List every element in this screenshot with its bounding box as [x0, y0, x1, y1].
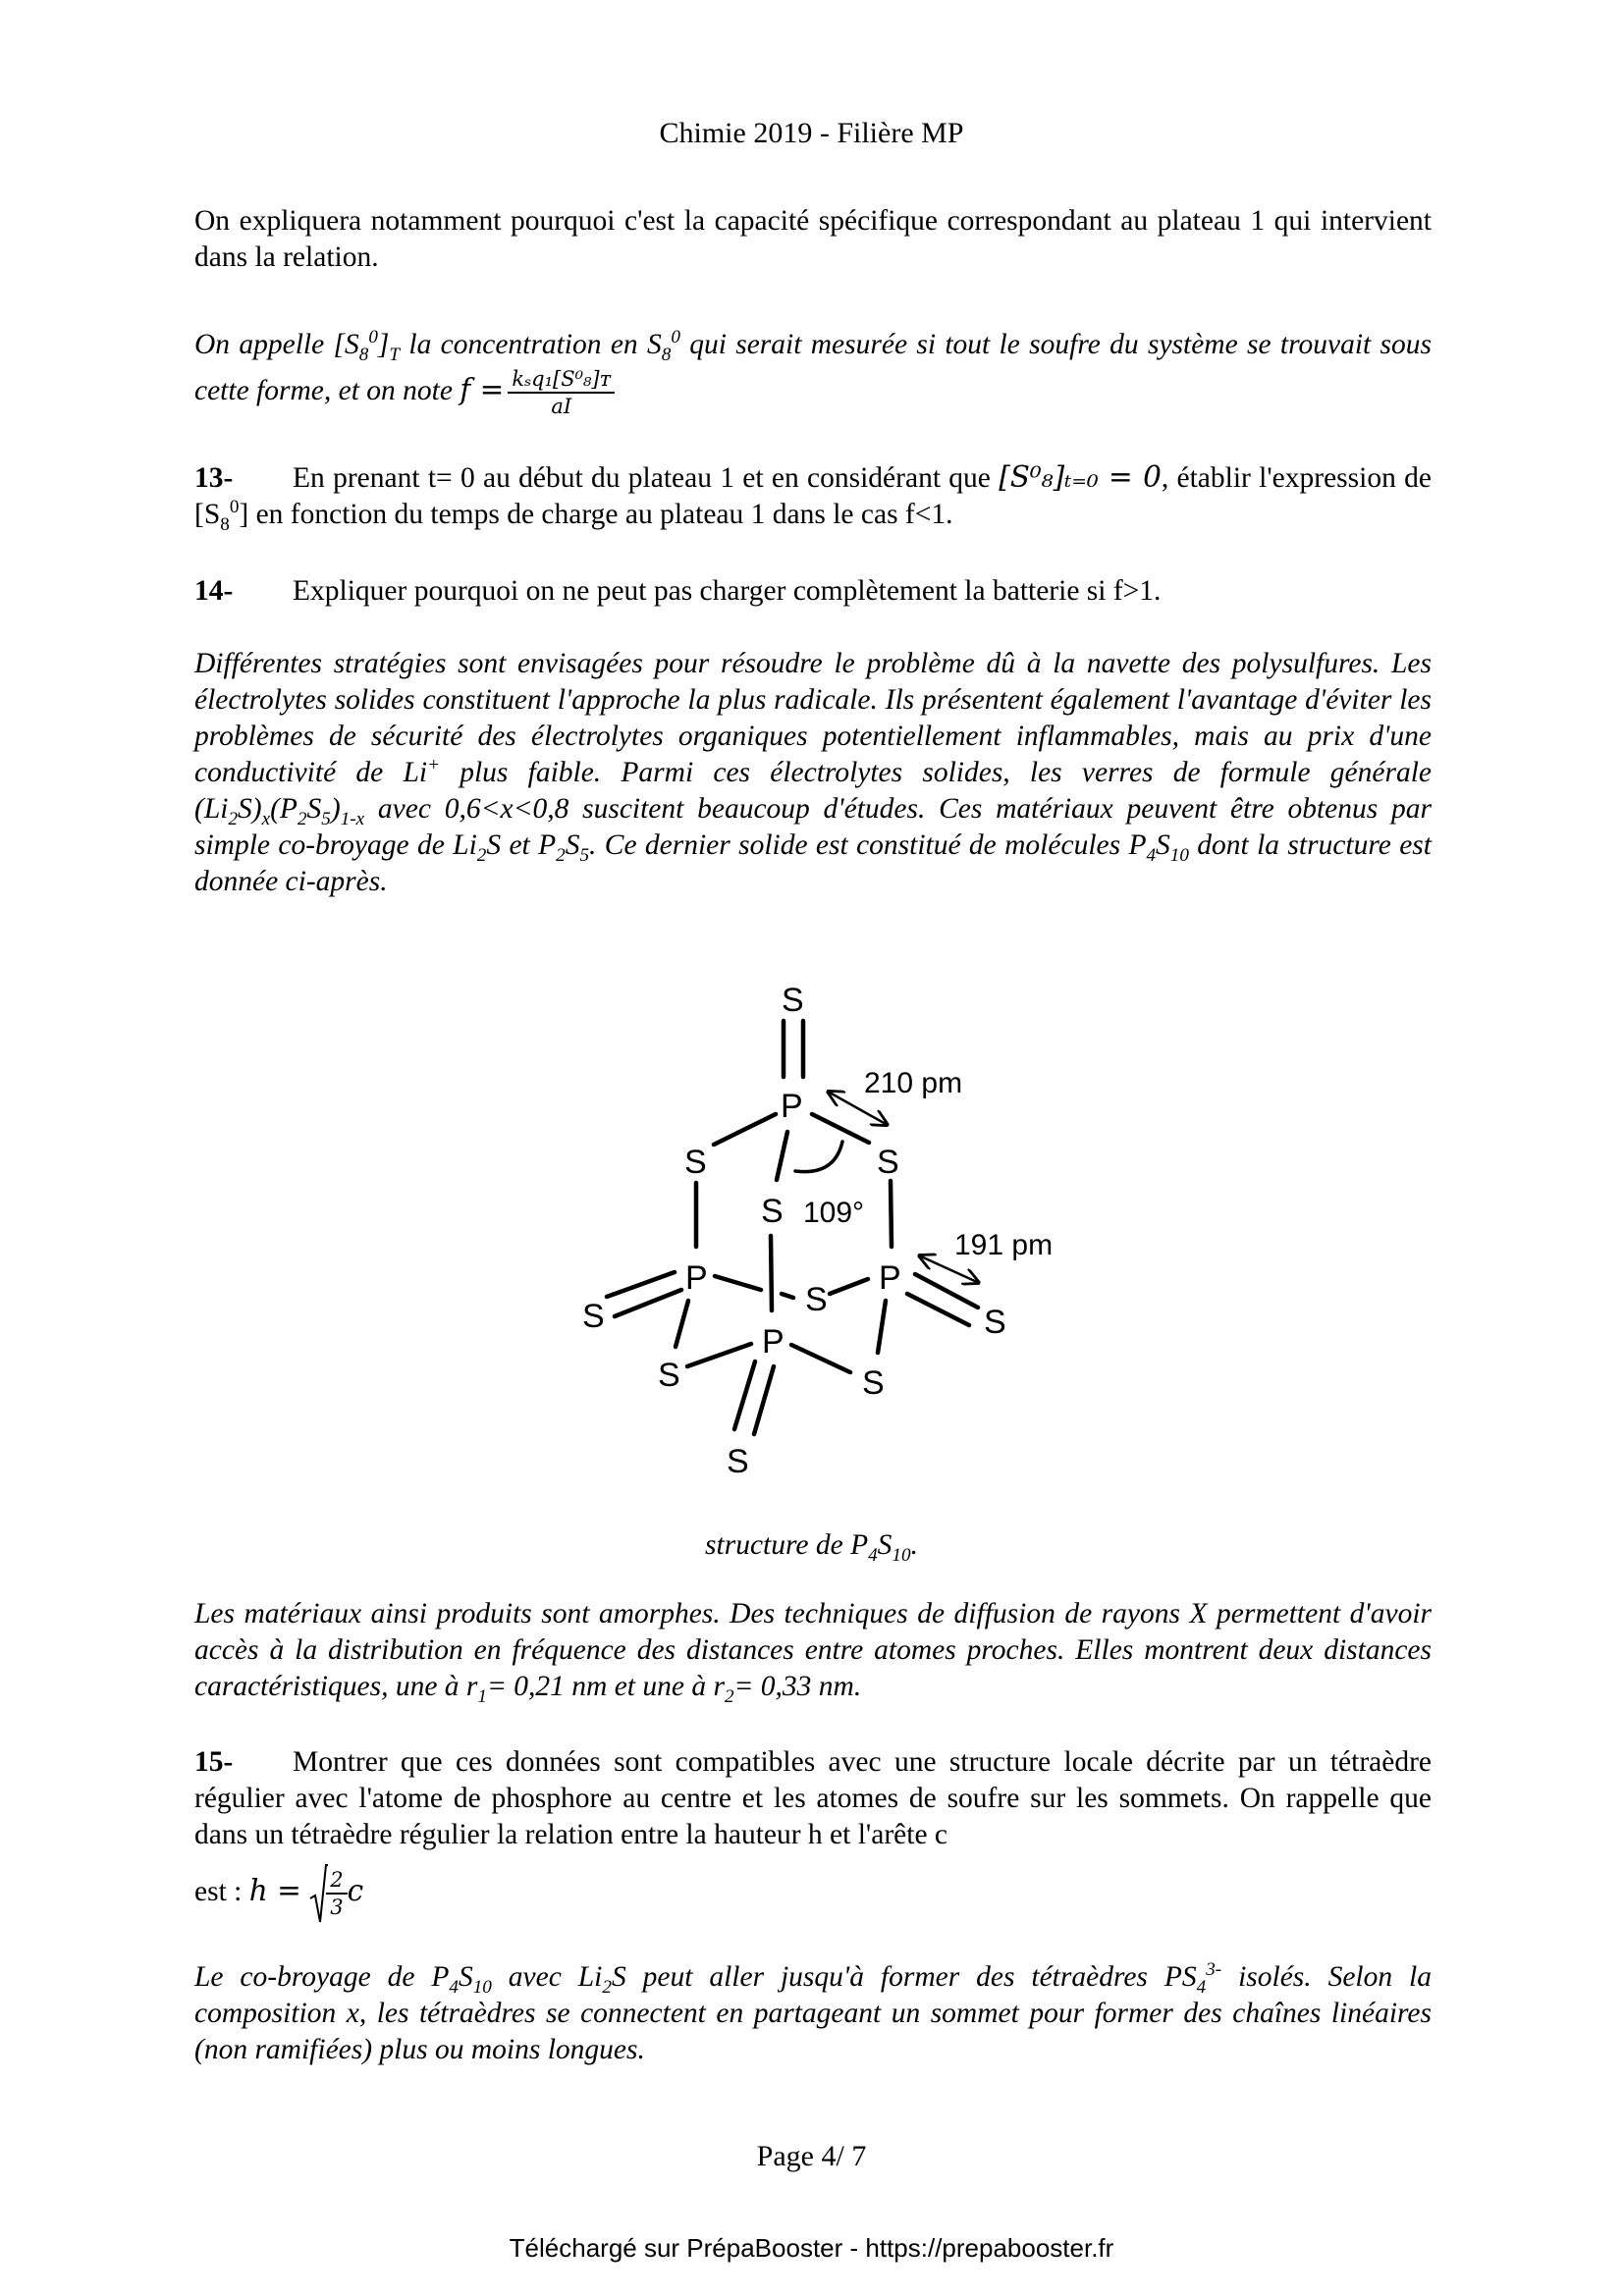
question-number: 13- [194, 462, 234, 494]
intro-text: On expliquera notamment pourquoi c'est la capacité spécifique correspondant au plateau 1 qui intervient dans la relation. [194, 205, 1432, 273]
question-14 [194, 573, 1432, 610]
subscript: 4 [1146, 844, 1157, 866]
atom-p-bottom: P [762, 1323, 784, 1361]
atom-p-right: P [879, 1259, 901, 1297]
subscript: 8 [220, 513, 230, 535]
bond-length-191-label: 191 pm [954, 1229, 1054, 1261]
question-text: ] en fonction du temps de charge au plateau 1 dans le cas f<1. [239, 499, 953, 530]
atom-s-top: S [782, 982, 804, 1019]
paragraph-text: (P [270, 793, 298, 825]
paragraph-text: Différentes stratégies sont envisagées pour résoudre le problème dû à la navette des polysulfures. Les électrolytes solides constituent l'approche la plus radicale. Ils présentent également l'avantage d'éviter les problèmes de sécurité des électrolytes organiques potentiellement inflammables, mais au prix d'une conductivité de Li [194, 648, 1432, 788]
formula-denominator: aI [551, 395, 572, 419]
superscript: 0 [229, 497, 240, 518]
superscript: 0 [368, 327, 378, 348]
caption-text: S [877, 1529, 893, 1561]
subscript: 4 [449, 1976, 459, 1998]
question-text: Montrer que ces données sont compatibles avec une structure locale décrite par un tétraèdre régulier avec l'atome de phosphore au centre et les atomes de soufre sur les sommets. On rappelle que dans un tétraèdre régulier la relation entre la hauteur h et l'arête c [194, 1746, 1432, 1850]
paragraph-text: = 0,33 nm. [733, 1671, 862, 1702]
subscript: 8 [661, 344, 672, 365]
paragraph-text: dont la structure est donnée ci-après. [194, 829, 1432, 897]
subscript: 10 [1169, 844, 1189, 866]
definition-paragraph [194, 322, 1432, 417]
paragraph-text: Les matériaux ainsi produits sont amorphes. Des techniques de diffusion de rayons X permettent d'avoir accès à la distribution en fréquence des distances entre atomes proches. Elles montrent deux distances caractéristiques, une à r [194, 1598, 1432, 1702]
page-header: Chimie 2019 - Filière MP [659, 117, 964, 149]
paragraph-text: S et P [486, 829, 557, 861]
atom-s-middle: S [761, 1193, 784, 1230]
sqrt-fraction [326, 1869, 347, 1918]
paragraph-text: S [306, 793, 322, 825]
paragraph-text: isolés. Selon la composition x, les tétraèdres se connectent en partageant un sommet pour former des chaînes linéaires (non ramifiées) plus ou moins longues. [194, 1961, 1432, 2065]
question-text: est : [194, 1875, 249, 1907]
intro-paragraph [194, 203, 1432, 276]
atom-s-center: S [805, 1281, 828, 1318]
definition-text: On appelle [S [194, 329, 359, 360]
subscript: 1 [477, 1685, 487, 1707]
angle-label: 109° [803, 1197, 865, 1229]
subscript: 2 [556, 844, 566, 866]
square-root [308, 1869, 347, 1918]
atom-p-top: P [781, 1088, 803, 1125]
formula-f-fraction [508, 368, 615, 417]
superscript: 3- [1206, 1959, 1222, 1981]
question-number: 15- [194, 1746, 234, 1778]
paragraph-text: S [1156, 829, 1170, 861]
subscript: 10 [472, 1976, 492, 1998]
xray-paragraph [194, 1596, 1432, 1705]
subscript: 2 [724, 1685, 734, 1707]
paragraph-text: S [565, 829, 580, 861]
subscript: 2 [297, 808, 307, 829]
subscript: 5 [579, 844, 590, 866]
definition-text: qui serait mesurée si tout le soufre du système se trouvait sous cette forme, et on note [194, 329, 1433, 406]
subscript: x [261, 808, 271, 829]
atom-p-left: P [685, 1259, 708, 1297]
figure-caption [0, 1529, 1623, 1566]
cobroyage-paragraph [194, 1959, 1432, 2068]
paragraph-text: ) [330, 793, 341, 825]
subscript: 4 [1196, 1976, 1207, 1998]
subscript: 5 [321, 808, 331, 829]
paragraph-text: S peut aller jusqu'à former des tétraèdres PS [611, 1961, 1197, 1993]
atom-s-far-right: S [984, 1304, 1006, 1341]
bond-length-210-label: 210 pm [864, 1067, 963, 1099]
subscript: 8 [358, 344, 369, 365]
question-text: Expliquer pourquoi on ne peut pas charger complètement la batterie si f>1. [293, 575, 1162, 607]
atom-s-far-left: S [582, 1298, 605, 1335]
sqrt-radical-icon [308, 1863, 328, 1926]
caption-text: structure de P [705, 1529, 869, 1561]
formula-f-lhs: f = [460, 373, 505, 406]
question-13 [194, 459, 1432, 533]
question-15 [194, 1744, 1432, 1918]
paragraph-text: avec 0,6<x<0,8 suscitent beaucoup d'études. Ces matériaux peuvent être obtenus par simple co-broyage de Li [194, 793, 1432, 861]
subscript: 2 [228, 808, 239, 829]
page-number: Page 4/ 7 [756, 2140, 867, 2172]
question-number: 14- [194, 575, 234, 607]
atom-s-left: S [684, 1144, 707, 1181]
paragraph-text: avec Li [491, 1961, 603, 1993]
subscript: 1-x [340, 808, 365, 829]
fraction-denominator: 3 [330, 1896, 344, 1919]
atom-s-lower-left: S [658, 1357, 680, 1394]
question-text: , établir l'expression de [S [194, 462, 1432, 530]
math-expression: [S⁰₈]ₜ₌₀ = 0 [999, 460, 1162, 494]
formula-numerator: kₛq₁[S⁰₈]ᴛ [508, 368, 615, 394]
atom-s-right: S [877, 1144, 899, 1181]
subscript: 2 [602, 1976, 612, 1998]
paragraph-text: S [458, 1961, 473, 1993]
subscript: 4 [868, 1544, 878, 1566]
superscript: + [427, 755, 440, 776]
fraction-numerator: 2 [326, 1869, 347, 1895]
subscript: T [389, 344, 401, 365]
strategies-paragraph [194, 646, 1432, 900]
superscript: 0 [671, 327, 680, 348]
definition-text: la concentration en S [400, 329, 662, 360]
subscript: 2 [476, 844, 487, 866]
formula-c: c [347, 1873, 364, 1907]
subscript: 10 [892, 1544, 911, 1566]
atom-s-bottom: S [727, 1443, 749, 1480]
paragraph-text: . Ce dernier solide est constitué de molécules P [589, 829, 1147, 861]
paragraph-text: = 0,21 nm et une à r [486, 1671, 725, 1702]
paragraph-text: S) [238, 793, 262, 825]
caption-text: . [910, 1529, 918, 1561]
atom-s-lower-right: S [862, 1364, 885, 1402]
formula-h-lhs: h = [248, 1873, 301, 1907]
paragraph-text: plus faible. Parmi ces électrolytes solides, les verres de formule générale (Li [194, 757, 1433, 825]
question-text: En prenant t= 0 au début du plateau 1 et en considérant que [293, 462, 1000, 494]
p4s10-structure-diagram [550, 962, 1060, 1512]
download-footer: Téléchargé sur PrépaBooster - https://prepabooster.fr [509, 2233, 1114, 2263]
paragraph-text: Le co-broyage de P [194, 1961, 450, 1993]
definition-text: ] [377, 329, 390, 360]
